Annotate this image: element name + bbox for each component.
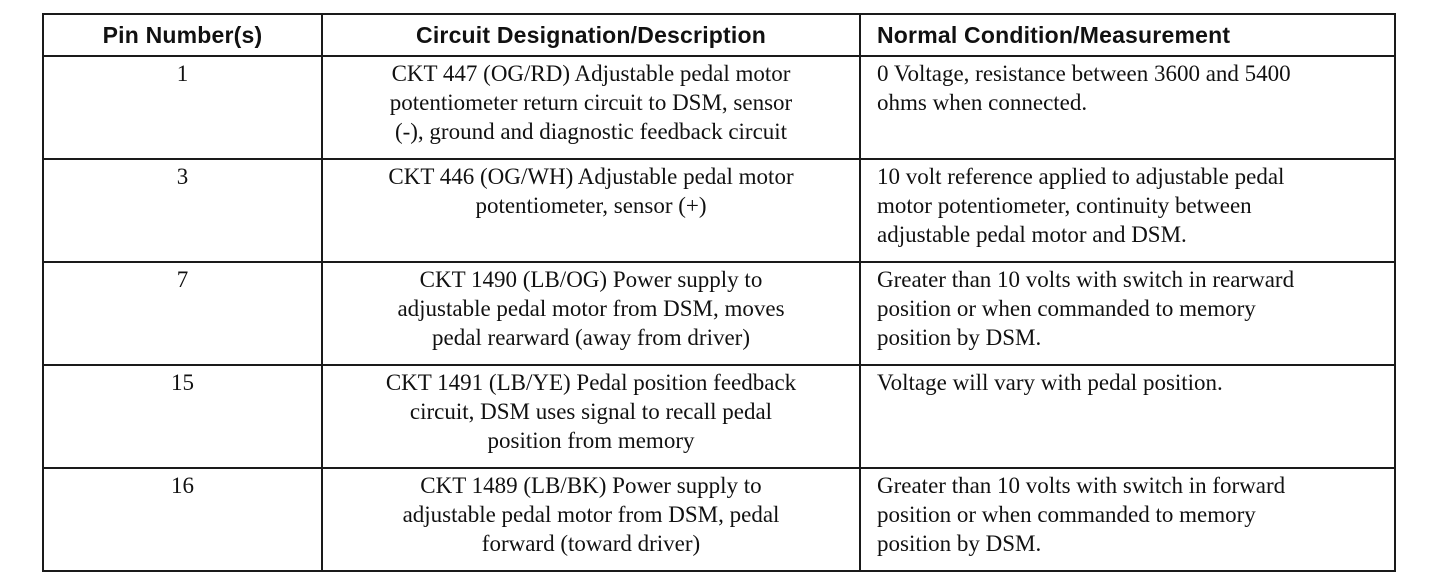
circuit-description-cell — [322, 56, 860, 159]
description-line: potentiometer return circuit to DSM, sensor — [389, 90, 793, 115]
measurement-line: Voltage will vary with pedal position. — [877, 370, 1223, 395]
pin-number-cell: 15 — [43, 365, 322, 468]
measurement-cell — [860, 56, 1395, 159]
description-line: CKT 1490 (LB/OG) Power supply to — [419, 267, 763, 292]
description-line: CKT 447 (OG/RD) Adjustable pedal motor — [391, 61, 791, 86]
table-row — [43, 159, 1395, 262]
pin-number-cell: 16 — [43, 468, 322, 571]
description-line: (-), ground and diagnostic feedback circuit — [394, 119, 788, 144]
pin-number-cell: 3 — [43, 159, 322, 262]
table-body — [43, 56, 1395, 571]
description-line: position from memory — [487, 428, 695, 453]
pin-table-container — [42, 13, 1396, 572]
circuit-description-cell — [322, 468, 860, 571]
measurement-line: position or when commanded to memory — [877, 502, 1256, 527]
description-line: CKT 446 (OG/WH) Adjustable pedal motor — [388, 164, 794, 189]
header-normal-condition: Normal Condition/Measurement — [860, 14, 1395, 56]
measurement-line: 0 Voltage, resistance between 3600 and 5400 — [877, 61, 1291, 86]
measurement-cell — [860, 365, 1395, 468]
table-row — [43, 365, 1395, 468]
description-line: potentiometer, sensor (+) — [475, 193, 707, 218]
description-line: pedal rearward (away from driver) — [432, 325, 750, 350]
description-line: CKT 1489 (LB/BK) Power supply to — [420, 473, 762, 498]
circuit-description-cell — [322, 159, 860, 262]
measurement-line: position by DSM. — [877, 531, 1042, 556]
measurement-line: Greater than 10 volts with switch in rearward — [877, 267, 1295, 292]
table-row — [43, 468, 1395, 571]
circuit-description-cell — [322, 365, 860, 468]
pin-number-cell: 1 — [43, 56, 322, 159]
header-row — [43, 14, 1395, 56]
description-line: forward (toward driver) — [481, 531, 701, 556]
table-row — [43, 56, 1395, 159]
description-line: circuit, DSM uses signal to recall pedal — [409, 399, 773, 424]
measurement-cell — [860, 159, 1395, 262]
description-line: adjustable pedal motor from DSM, pedal — [402, 502, 780, 527]
description-line: CKT 1491 (LB/YE) Pedal position feedback — [385, 370, 797, 395]
header-circuit-description: Circuit Designation/Description — [322, 14, 860, 56]
measurement-cell — [860, 262, 1395, 365]
measurement-line: position or when commanded to memory — [877, 296, 1256, 321]
measurement-line: motor potentiometer, continuity between — [877, 193, 1252, 218]
pin-number-cell: 7 — [43, 262, 322, 365]
measurement-line: 10 volt reference applied to adjustable pedal — [877, 164, 1285, 189]
pin-table — [42, 13, 1396, 572]
description-line: adjustable pedal motor from DSM, moves — [397, 296, 785, 321]
measurement-line: position by DSM. — [877, 325, 1042, 350]
measurement-line: Greater than 10 volts with switch in forward — [877, 473, 1286, 498]
measurement-line: adjustable pedal motor and DSM. — [877, 222, 1187, 247]
table-row — [43, 262, 1395, 365]
circuit-description-cell — [322, 262, 860, 365]
measurement-line: ohms when connected. — [877, 90, 1088, 115]
measurement-cell — [860, 468, 1395, 571]
header-pin-number: Pin Number(s) — [43, 14, 322, 56]
